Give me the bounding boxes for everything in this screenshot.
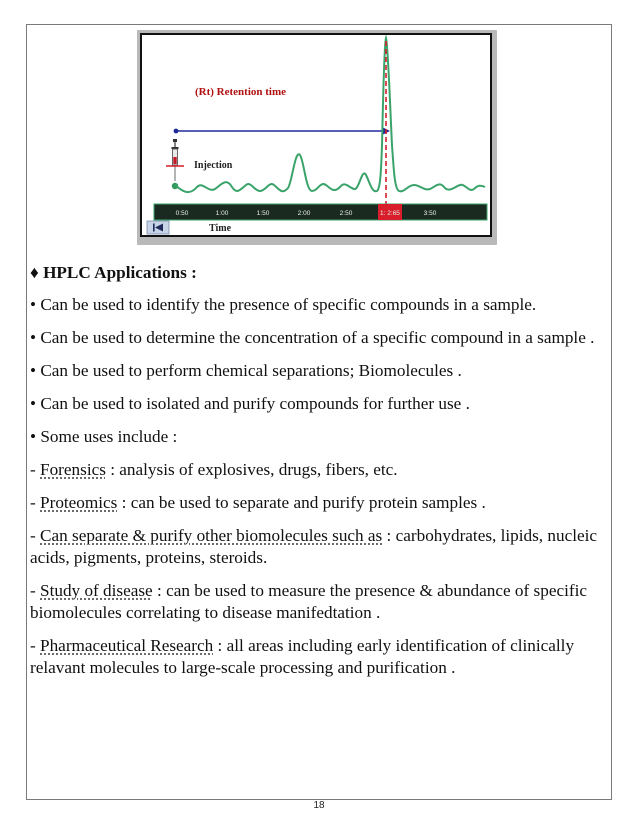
use-item-forensics: - Forensics : analysis of explosives, drugs, fibers, etc.	[30, 460, 398, 479]
time-tick-label: 1: 2:65	[380, 210, 400, 217]
injection-label: Injection	[194, 160, 233, 171]
time-tick-label: 0:50	[175, 210, 189, 217]
bullet-item: • Can be used to identify the presence of specific compounds in a sample.	[30, 295, 537, 314]
page-number: 18	[313, 800, 325, 811]
applications-section	[30, 262, 606, 690]
use-item-pharma: - Pharmaceutical Research : all areas including early identification of clinically relavant molecules to large-scale processing and purification .	[30, 636, 575, 677]
bullet-item: • Can be used to isolated and purify compounds for further use .	[30, 394, 470, 413]
bullet-item: • Some uses include :	[30, 427, 178, 446]
chromatogram-figure	[137, 30, 497, 245]
use-item-disease: - Study of disease : can be used to measure the presence & abundance of specific biomolecules correlating to disease manifedtation .	[30, 581, 587, 622]
use-item-proteomics: - Proteomics : can be used to separate and purify protein samples .	[30, 493, 486, 512]
time-bar	[154, 204, 487, 220]
retention-time-label: (Rt) Retention time	[195, 86, 287, 98]
time-tick-label: 1:50	[256, 210, 270, 217]
time-axis-label: Time	[209, 223, 232, 234]
time-tick-label: 2:00	[297, 210, 311, 217]
use-term: Proteomics	[40, 493, 118, 512]
arrow-start-dot	[174, 129, 179, 134]
time-tick-label: 3:50	[423, 210, 437, 217]
syringe-icon	[166, 139, 184, 189]
time-tick-label: 2:50	[339, 210, 353, 217]
bullet-item: • Can be used to perform chemical separations; Biomolecules .	[30, 361, 462, 380]
chromatogram-svg	[142, 35, 490, 235]
use-term: Study of disease	[40, 581, 153, 600]
chromatogram-panel	[140, 33, 492, 237]
use-term: Pharmaceutical Research	[40, 636, 214, 655]
bullet-item: • Can be used to determine the concentration of a specific compound in a sample .	[30, 328, 595, 347]
use-term: Can separate & purify other biomolecules such as	[40, 526, 383, 545]
use-term: Forensics	[40, 460, 106, 479]
section-heading: ♦ HPLC Applications :	[30, 263, 197, 282]
use-item-biomolecules: - Can separate & purify other biomolecules such as : carbohydrates, lipids, nucleic acids, pigments, proteins, steroids.	[30, 526, 598, 567]
time-tick-label: 1:00	[215, 210, 229, 217]
back-button[interactable]	[147, 221, 169, 234]
